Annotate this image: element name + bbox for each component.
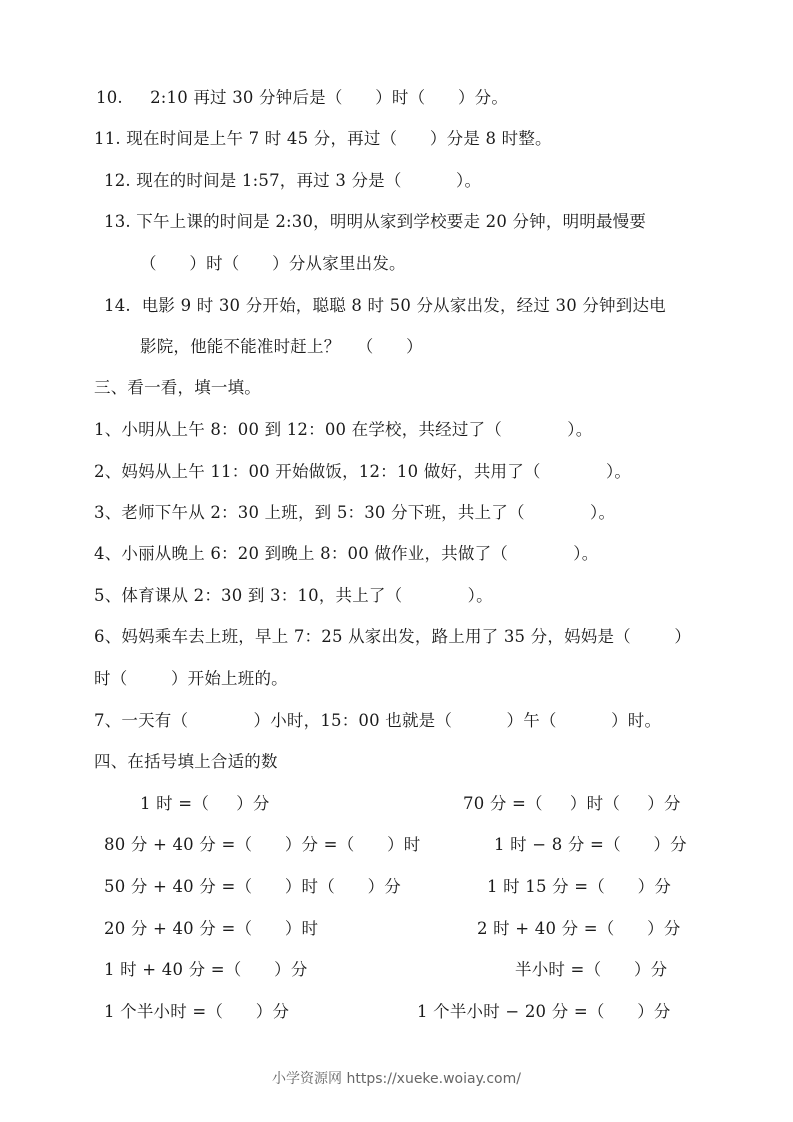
section-4-heading: 四、在括号填上合适的数 — [94, 752, 278, 771]
footer-watermark: 小学资源网 https://xueke.woiay.com/ — [272, 1071, 521, 1087]
section-3-item-2: 2、妈妈从上午 11：00 开始做饭，12：10 做好，共用了（ ）。 — [94, 462, 632, 481]
conversion-left-5: 1 时 + 40 分 =（ ）分 — [104, 960, 308, 979]
conversion-right-6: 1 个半小时 − 20 分 =（ ）分 — [417, 1002, 671, 1021]
section-3-item-6-continuation: 时（ ）开始上班的。 — [94, 669, 288, 688]
conversion-left-6: 1 个半小时 =（ ）分 — [104, 1002, 290, 1021]
conversion-right-1: 70 分 =（ ）时（ ）分 — [463, 794, 681, 813]
section-3-item-1: 1、小明从上午 8：00 到 12：00 在学校，共经过了（ ）。 — [94, 420, 593, 439]
question-14: 14. 电影 9 时 30 分开始，聪聪 8 时 50 分从家出发，经过 30 分钟到达电 — [104, 296, 666, 315]
section-3-item-5: 5、体育课从 2：30 到 3：10，共上了（ ）。 — [94, 586, 493, 605]
question-11: 11. 现在时间是上午 7 时 45 分，再过（ ）分是 8 时整。 — [94, 129, 552, 148]
section-3-item-4: 4、小丽从晚上 6：20 到晚上 8：00 做作业，共做了（ ）。 — [94, 544, 599, 563]
section-3-item-7: 7、一天有（ ）小时，15：00 也就是（ ）午（ ）时。 — [94, 711, 662, 730]
question-12: 12. 现在的时间是 1:57，再过 3 分是（ ）。 — [104, 171, 482, 190]
conversion-left-4: 20 分 + 40 分 =（ ）时 — [104, 919, 319, 938]
question-13-continuation: （ ）时（ ）分从家里出发。 — [140, 254, 406, 273]
conversion-right-3: 1 时 15 分 =（ ）分 — [487, 877, 672, 896]
question-14-continuation: 影院，他能不能准时赶上？ （ ） — [140, 337, 423, 356]
conversion-right-2: 1 时 − 8 分 =（ ）分 — [494, 835, 687, 854]
conversion-right-4: 2 时 + 40 分 =（ ）分 — [477, 919, 681, 938]
section-3-item-6: 6、妈妈乘车去上班，早上 7：25 从家出发，路上用了 35 分，妈妈是（ ） — [94, 627, 692, 646]
question-10: 10. 2:10 再过 30 分钟后是（ ）时（ ）分。 — [96, 88, 509, 107]
section-3-item-3: 3、老师下午从 2：30 上班，到 5：30 分下班，共上了（ ）。 — [94, 503, 616, 522]
conversion-left-3: 50 分 + 40 分 =（ ）时（ ）分 — [104, 877, 402, 896]
question-13: 13. 下午上课的时间是 2:30，明明从家到学校要走 20 分钟，明明最慢要 — [104, 212, 647, 231]
conversion-left-2: 80 分 + 40 分 =（ ）分 =（ ）时 — [104, 835, 421, 854]
conversion-right-5: 半小时 =（ ）分 — [515, 960, 668, 979]
conversion-left-1: 1 时 =（ ）分 — [140, 794, 270, 813]
section-3-heading: 三、看一看，填一填。 — [94, 378, 261, 397]
